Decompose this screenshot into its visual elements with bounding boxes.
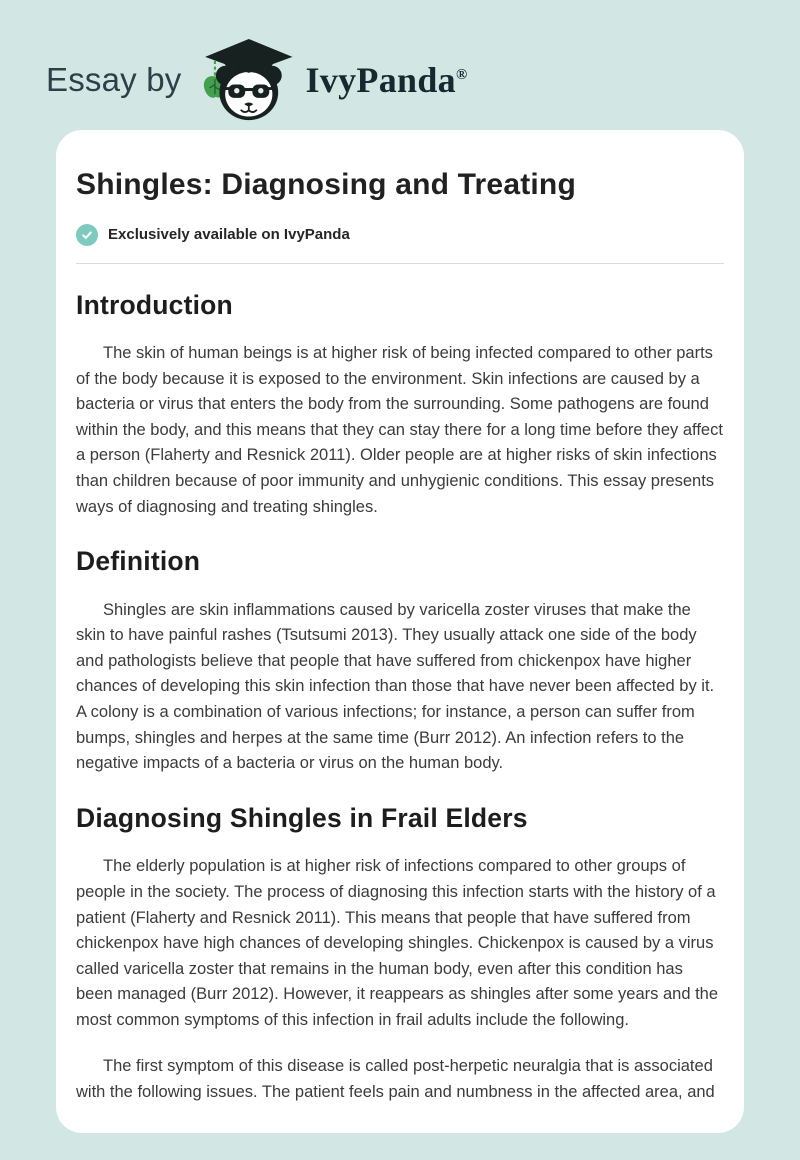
- divider: [76, 263, 724, 264]
- definition-paragraph: Shingles are skin inflammations caused by varicella zoster viruses that make the skin to have painful rashes (Tsutsumi 2013). They usually attack one side of the body and pathologists believe that people that have suffered from chickenpox have higher chances of developing this skin infection than those that have never been affected by it. A colony is a combination of various infections; for instance, a person can suffer from bumps, shingles and herpes at the same time (Burr 2012). An infection refers to the negative impacts of a bacteria or virus on the human body.: [76, 600, 715, 773]
- section-heading-diagnosing: Diagnosing Shingles in Frail Elders: [76, 802, 528, 833]
- essay-card: [56, 130, 744, 1133]
- essay-title: Shingles: Diagnosing and Treating: [76, 168, 576, 201]
- essay-by-label: Essay by: [46, 61, 182, 98]
- panda-graduate-icon[interactable]: [198, 37, 296, 123]
- diagnosing-paragraph-2: The first symptom of this disease is called post-herpetic neuralgia that is associated with the following issues. The patient feels pain and numbness in the affected area, and: [76, 1057, 715, 1101]
- introduction-paragraph: The skin of human beings is at higher risk of being infected compared to other parts of the body because it is exposed to the environment. Skin infections are caused by a bacteria or virus that enters the body from the surrounding. Some pathogens are found within the body, and this means that they can stay there for a long time before they affect a person (Flaherty and Resnick 2011). Older people are at higher risks of skin infections than children because of poor immunity and unhygienic conditions. This essay presents ways of diagnosing and treating shingles.: [76, 344, 723, 516]
- brand-name[interactable]: IvyPanda®: [305, 60, 468, 100]
- section-heading-definition: Definition: [76, 546, 201, 577]
- registered-mark: ®: [455, 67, 468, 83]
- site-header: [0, 0, 800, 130]
- badge-text: Exclusively available on IvyPanda: [108, 226, 350, 243]
- diagnosing-paragraph-1: The elderly population is at higher risk of infections compared to other groups of people in the society. The process of diagnosing this infection starts with the history of a patient (Flaherty and Resnick 2011). This means that people that have suffered from chickenpox have high chances of developing shingles. Chickenpox is caused by a virus called varicella zoster that remains in the human body, even after this condition has been managed (Burr 2012). However, it reappears as shingles after some years and the most common symptoms of this infection in frail adults include the following.: [76, 857, 719, 1029]
- exclusive-badge: [76, 224, 724, 246]
- section-heading-introduction: Introduction: [76, 289, 233, 320]
- check-icon: [76, 224, 98, 246]
